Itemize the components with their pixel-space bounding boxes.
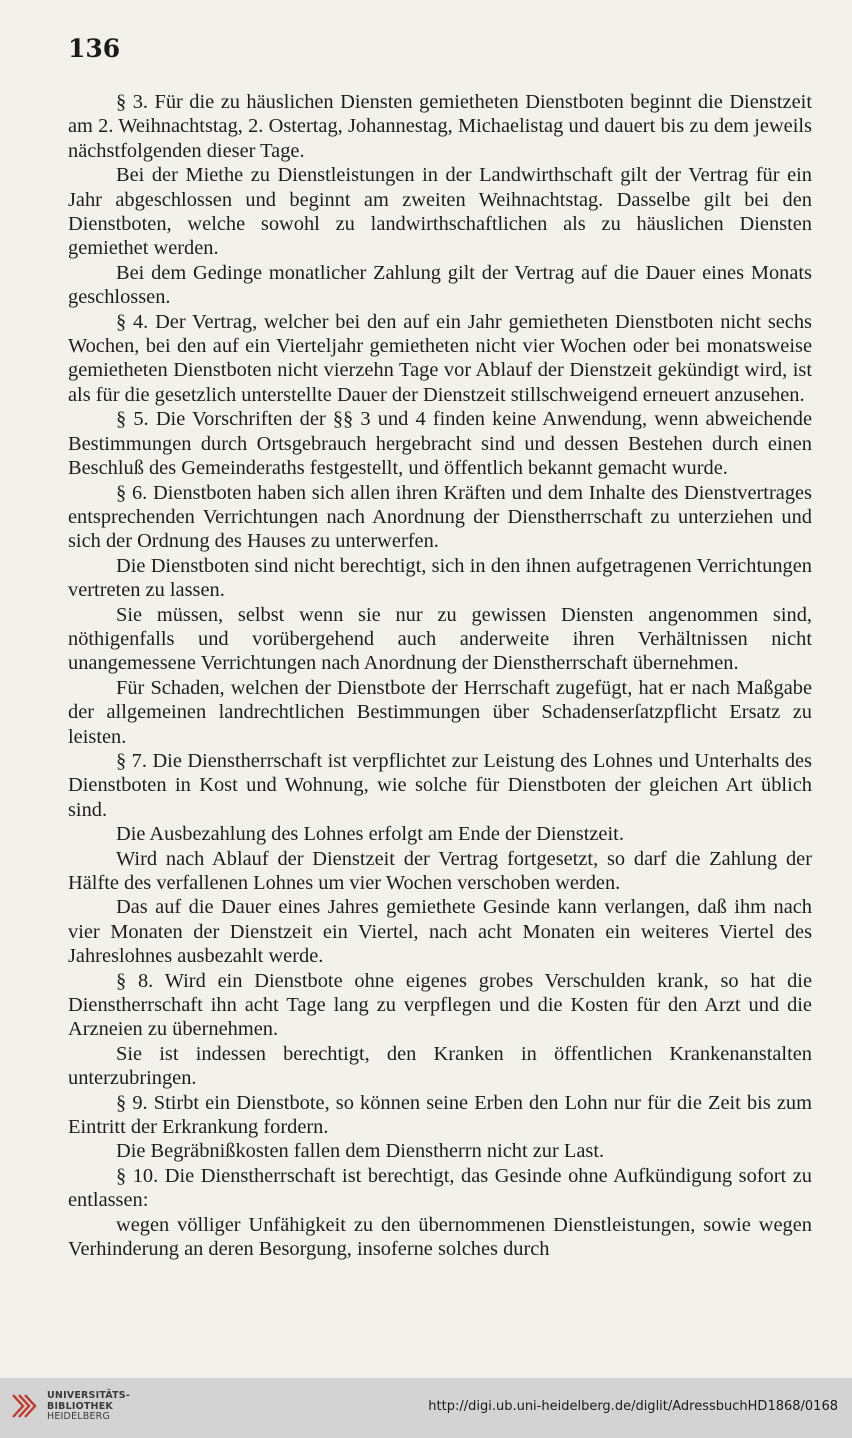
library-name-line: HEIDELBERG — [47, 1411, 111, 1422]
library-logo-icon[interactable] — [10, 1391, 40, 1421]
paragraph: Das auf die Dauer eines Jahres gemiethete Gesinde kann verlangen, daß ihm nach vier Monaten der Dienstzeit ein Viertel, nach acht Monaten ein weiteres Viertel des Jahreslohnes ausbezahlt werde. — [68, 896, 812, 968]
paragraph: Bei der Miethe zu Dienstleistungen in der Landwirthschaft gilt der Vertrag für ein Jahr abgeschlossen und beginnt am zweiten Weihnachtstag. Dasselbe gilt bei den Dienstboten, welche sowohl zu landwirthschaftlichen als zu häuslichen Diensten gemiethet werden. — [68, 164, 812, 260]
paragraph: Für Schaden, welchen der Dienstbote der Herrschaft zugefügt, hat er nach Maßgabe der allgemeinen landrechtlichen Bestimmungen über Schadenserſatzpflicht Ersatz zu leisten. — [68, 676, 812, 748]
library-name-line: BIBLIOTHEK — [47, 1400, 113, 1412]
paragraph: Sie ist indessen berechtigt, den Kranken in öffentlichen Krankenanstalten unterzubringen. — [68, 1042, 812, 1090]
paragraph: § 10. Die Dienstherrschaft ist berechtigt, das Gesinde ohne Aufkündigung sofort zu entlassen: — [68, 1164, 812, 1212]
paragraph: wegen völliger Unfähigkeit zu den übernommenen Dienstleistungen, sowie wegen Verhinderung an deren Besorgung, insoferne solches durch — [68, 1213, 812, 1261]
paragraph: § 9. Stirbt ein Dienstbote, so können seine Erben den Lohn nur für die Zeit bis zum Eintritt der Erkrankung fordern. — [68, 1091, 812, 1139]
page-number: 136 — [68, 34, 121, 63]
paragraph: § 7. Die Dienstherrschaft ist verpflichtet zur Leistung des Lohnes und Unterhalts des Dienstboten in Kost und Wohnung, wie solche für Dienstboten der gleichen Art üblich sind. — [68, 749, 812, 821]
footer-bar — [0, 1378, 852, 1438]
paragraph: Die Ausbezahlung des Lohnes erfolgt am Ende der Dienstzeit. — [116, 823, 624, 846]
paragraph: Wird nach Ablauf der Dienstzeit der Vertrag fortgesetzt, so darf die Zahlung der Hälfte des verfallenen Lohnes um vier Wochen verschoben werden. — [68, 847, 812, 894]
paragraph: Sie müssen, selbst wenn sie nur zu gewissen Diensten angenommen sind, nöthigenfalls und vorübergehend auch anderweite ihren Verhältnissen nicht unangemessene Verrichtungen nach Anordnung der Dienstherrschaft übernehmen. — [68, 603, 812, 675]
paragraph: § 8. Wird ein Dienstbote ohne eigenes grobes Verschulden krank, so hat die Dienstherrschaft ihn acht Tage lang zu verpflegen und die Kosten für den Arzt und die Arzneien zu übernehmen. — [68, 969, 812, 1041]
paragraph: Bei dem Gedinge monatlicher Zahlung gilt der Vertrag auf die Dauer eines Monats geschlossen. — [68, 261, 812, 309]
body-text — [68, 90, 812, 1262]
paragraph: § 5. Die Vorschriften der §§ 3 und 4 finden keine Anwendung, wenn abweichende Bestimmungen durch Ortsgebrauch hergebracht sind und dessen Bestehen durch einen Beschluß des Gemeinderaths festgestellt, und öffentlich bekannt gemacht wurde. — [68, 408, 812, 480]
paragraph: § 4. Der Vertrag, welcher bei den auf ein Jahr gemietheten Dienstboten nicht sechs Wochen, bei den auf ein Vierteljahr gemietheten nicht vier Wochen oder bei monatsweise gemietheten Dienstboten nicht vierzehn Tage vor Ablauf der Dienstzeit gekündigt wird, ist als für die gesetzlich unterstellte Dauer der Dienstzeit stillschweigend erneuert anzusehen. — [68, 310, 812, 406]
paragraph: § 3. Für die zu häuslichen Diensten gemietheten Dienstboten beginnt die Dienstzeit am 2. Weihnachtstag, 2. Ostertag, Johannestag, Michaelistag und dauert bis zu dem jeweils nächstfolgenden dieser Tage. — [68, 91, 812, 162]
library-name — [47, 1391, 130, 1423]
source-url[interactable]: http://digi.ub.uni-heidelberg.de/diglit/AdressbuchHD1868/0168 — [428, 1399, 838, 1414]
library-name-line: UNIVERSITÄTS- — [47, 1390, 130, 1401]
paragraph: Die Begräbnißkosten fallen dem Dienstherrn nicht zur Last. — [116, 1140, 605, 1163]
paragraph: § 6. Dienstboten haben sich allen ihren Kräften und dem Inhalte des Dienstvertrages entsprechenden Verrichtungen nach Anordnung der Dienstherrschaft zu unterziehen und sich der Ordnung des Hauses zu unterwerfen. — [68, 481, 812, 553]
paragraph: Die Dienstboten sind nicht berechtigt, sich in den ihnen aufgetragenen Verrichtungen vertreten zu lassen. — [68, 554, 812, 602]
